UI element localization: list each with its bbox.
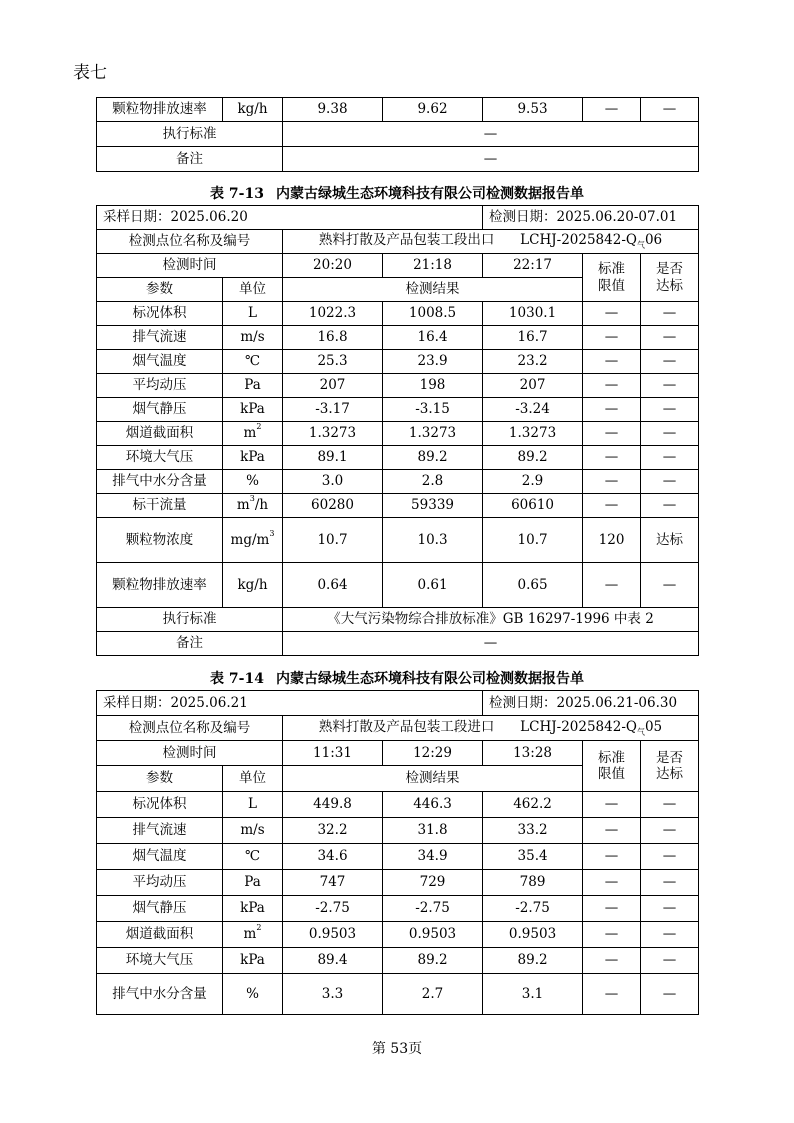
unit-cell <box>223 844 283 870</box>
result-header: 是否达标 <box>641 741 699 792</box>
time-row <box>97 741 699 766</box>
value-cell: 23.2 <box>483 350 583 374</box>
value-cell: 10.7 <box>483 518 583 563</box>
value-cell: 2.9 <box>483 470 583 494</box>
limit-header: 标准限值 <box>583 741 641 792</box>
result-cell: — <box>641 974 699 1015</box>
value-cell: 33.2 <box>483 818 583 844</box>
unit-cell <box>223 974 283 1015</box>
unit-text: m/s <box>240 329 265 346</box>
remark-row <box>97 632 699 656</box>
unit-cell <box>223 446 283 470</box>
table-row <box>97 870 699 896</box>
table-row <box>97 974 699 1015</box>
table-row <box>97 792 699 818</box>
unit-cell <box>223 792 283 818</box>
limit-cell: — <box>583 870 641 896</box>
param-cell: 颗粒物浓度 <box>97 518 223 563</box>
value-cell: 16.7 <box>483 326 583 350</box>
value-cell: 10.3 <box>383 518 483 563</box>
value-cell: 35.4 <box>483 844 583 870</box>
unit-text: m <box>236 497 250 514</box>
value-cell: 1.3273 <box>383 422 483 446</box>
unit-text: Pa <box>244 874 261 891</box>
unit-cell <box>223 494 283 518</box>
time-label: 检测时间 <box>97 741 283 766</box>
result-cell: — <box>641 302 699 326</box>
result-cell: — <box>641 896 699 922</box>
value-cell: 9.62 <box>383 98 483 122</box>
table-caption <box>96 183 698 203</box>
param-cell: 排气中水分含量 <box>97 470 223 494</box>
sample-date: 采样日期：2025.06.21 <box>97 691 483 716</box>
value-cell: 0.9503 <box>383 922 483 948</box>
unit-cell <box>223 470 283 494</box>
results-header: 检测结果 <box>283 766 583 792</box>
value-cell: 462.2 <box>483 792 583 818</box>
remark-value: — <box>283 147 699 172</box>
table-row <box>97 374 699 398</box>
table-row <box>97 98 699 122</box>
result-cell: — <box>641 844 699 870</box>
param-cell: 平均动压 <box>97 374 223 398</box>
limit-cell: 120 <box>583 518 641 563</box>
unit-text: m <box>243 425 257 442</box>
point-code-sub: 气 <box>636 727 645 737</box>
value-cell: 89.4 <box>283 948 383 974</box>
limit-cell: — <box>583 302 641 326</box>
unit-cell <box>223 948 283 974</box>
report-table-7-14 <box>96 690 699 1015</box>
value-cell: -3.15 <box>383 398 483 422</box>
value-cell: -2.75 <box>483 896 583 922</box>
unit-end: /h <box>254 497 269 514</box>
limit-header: 标准限值 <box>583 254 641 302</box>
param-cell: 排气流速 <box>97 818 223 844</box>
result-cell: 达标 <box>641 518 699 563</box>
unit-cell <box>223 518 283 563</box>
value-cell: 1.3273 <box>283 422 383 446</box>
param-cell: 颗粒物排放速率 <box>97 98 223 122</box>
time-cell: 20:20 <box>283 254 383 278</box>
value-cell: 10.7 <box>283 518 383 563</box>
time-cell: 11:31 <box>283 741 383 766</box>
value-cell: 747 <box>283 870 383 896</box>
value-cell: 0.64 <box>283 563 383 608</box>
unit-cell <box>223 422 283 446</box>
unit-sup: 2 <box>256 422 262 432</box>
remark-label: 备注 <box>97 147 283 172</box>
value-cell: 23.9 <box>383 350 483 374</box>
limit-cell: — <box>583 974 641 1015</box>
value-cell: 16.8 <box>283 326 383 350</box>
limit-cell: — <box>583 563 641 608</box>
point-value <box>283 230 699 254</box>
point-label: 检测点位名称及编号 <box>97 230 283 254</box>
standard-label: 执行标准 <box>97 122 283 147</box>
table-row <box>97 518 699 563</box>
value-cell: 0.9503 <box>483 922 583 948</box>
value-cell: 25.3 <box>283 350 383 374</box>
limit-cell: — <box>583 398 641 422</box>
value-cell: 207 <box>283 374 383 398</box>
limit-cell: — <box>583 896 641 922</box>
table-row <box>97 350 699 374</box>
value-cell: -3.24 <box>483 398 583 422</box>
result-cell: — <box>641 374 699 398</box>
limit-cell: — <box>583 350 641 374</box>
unit-cell <box>223 302 283 326</box>
result-cell: — <box>641 98 699 122</box>
unit-cell <box>223 398 283 422</box>
result-cell: — <box>641 922 699 948</box>
param-cell: 平均动压 <box>97 870 223 896</box>
table-row <box>97 948 699 974</box>
unit-text: m <box>243 926 257 943</box>
unit-text: L <box>248 305 257 322</box>
unit-text: ℃ <box>244 848 261 865</box>
param-header: 参数 <box>97 278 223 302</box>
limit-cell: — <box>583 844 641 870</box>
value-cell: 1030.1 <box>483 302 583 326</box>
standard-row <box>97 122 699 147</box>
point-name: 熟料打散及产品包装工段出口 <box>318 232 495 249</box>
unit-text: kg/h <box>237 576 268 593</box>
result-cell: — <box>641 870 699 896</box>
unit-cell <box>223 870 283 896</box>
value-cell: 16.4 <box>383 326 483 350</box>
param-header: 参数 <box>97 766 223 792</box>
value-cell: -2.75 <box>383 896 483 922</box>
date-row <box>97 691 699 716</box>
standard-label: 执行标准 <box>97 608 283 632</box>
point-code-end: 06 <box>644 232 663 249</box>
param-cell: 标况体积 <box>97 302 223 326</box>
unit-cell <box>223 922 283 948</box>
unit-text: kPa <box>240 952 265 969</box>
result-cell: — <box>641 792 699 818</box>
value-cell: 9.53 <box>483 98 583 122</box>
value-cell: 60280 <box>283 494 383 518</box>
unit-cell <box>223 563 283 608</box>
table-row <box>97 302 699 326</box>
unit-text: % <box>246 985 259 1002</box>
unit-sup: 2 <box>256 923 262 933</box>
unit-text: kPa <box>240 900 265 917</box>
param-cell: 烟气温度 <box>97 350 223 374</box>
standard-value: — <box>283 122 699 147</box>
result-header: 是否达标 <box>641 254 699 302</box>
value-cell: 89.2 <box>383 948 483 974</box>
limit-cell: — <box>583 922 641 948</box>
point-name: 熟料打散及产品包装工段进口 <box>318 718 495 735</box>
remark-label: 备注 <box>97 632 283 656</box>
results-header: 检测结果 <box>283 278 583 302</box>
table-row <box>97 398 699 422</box>
value-cell: 198 <box>383 374 483 398</box>
unit-text: kPa <box>240 401 265 418</box>
result-cell: — <box>641 446 699 470</box>
value-cell: 3.1 <box>483 974 583 1015</box>
unit-text: L <box>248 796 257 813</box>
value-cell: 207 <box>483 374 583 398</box>
date-row <box>97 206 699 230</box>
unit-text: % <box>246 473 259 490</box>
limit-cell: — <box>583 326 641 350</box>
result-cell: — <box>641 563 699 608</box>
unit-cell: kg/h <box>223 98 283 122</box>
point-code-sub: 气 <box>636 241 645 251</box>
time-label: 检测时间 <box>97 254 283 278</box>
unit-header: 单位 <box>223 278 283 302</box>
param-cell: 环境大气压 <box>97 446 223 470</box>
limit-cell: — <box>583 792 641 818</box>
test-date: 检测日期：2025.06.20-07.01 <box>483 206 699 230</box>
unit-cell <box>223 374 283 398</box>
caption-number: 表 7-13 <box>210 186 264 202</box>
param-cell: 排气中水分含量 <box>97 974 223 1015</box>
value-cell: 34.9 <box>383 844 483 870</box>
value-cell: 1008.5 <box>383 302 483 326</box>
point-label: 检测点位名称及编号 <box>97 716 283 741</box>
result-cell: — <box>641 948 699 974</box>
sample-date: 采样日期：2025.06.20 <box>97 206 483 230</box>
point-row <box>97 230 699 254</box>
value-cell: 3.3 <box>283 974 383 1015</box>
value-cell: 3.0 <box>283 470 383 494</box>
param-cell: 烟气静压 <box>97 398 223 422</box>
table-caption <box>96 668 698 688</box>
value-cell: 89.2 <box>483 446 583 470</box>
table-row <box>97 470 699 494</box>
value-cell: 31.8 <box>383 818 483 844</box>
value-cell: 446.3 <box>383 792 483 818</box>
param-cell: 烟道截面积 <box>97 922 223 948</box>
caption-number: 表 7-14 <box>210 671 264 687</box>
unit-text: Pa <box>244 377 261 394</box>
param-cell: 标况体积 <box>97 792 223 818</box>
param-cell: 环境大气压 <box>97 948 223 974</box>
value-cell: 32.2 <box>283 818 383 844</box>
time-cell: 22:17 <box>483 254 583 278</box>
param-cell: 排气流速 <box>97 326 223 350</box>
limit-cell: — <box>583 98 641 122</box>
value-cell: 729 <box>383 870 483 896</box>
param-cell: 烟气静压 <box>97 896 223 922</box>
limit-cell: — <box>583 818 641 844</box>
value-cell: 0.61 <box>383 563 483 608</box>
limit-cell: — <box>583 374 641 398</box>
result-cell: — <box>641 326 699 350</box>
test-date: 检测日期：2025.06.21-06.30 <box>483 691 699 716</box>
param-cell: 标干流量 <box>97 494 223 518</box>
value-cell: 9.38 <box>283 98 383 122</box>
unit-sup: 3 <box>269 528 275 538</box>
value-cell: 789 <box>483 870 583 896</box>
unit-text: kPa <box>240 449 265 466</box>
unit-text: ℃ <box>244 353 261 370</box>
time-cell: 13:28 <box>483 741 583 766</box>
param-cell: 烟气温度 <box>97 844 223 870</box>
remark-row <box>97 147 699 172</box>
table-row <box>97 896 699 922</box>
param-cell: 烟道截面积 <box>97 422 223 446</box>
time-cell: 21:18 <box>383 254 483 278</box>
value-cell: 59339 <box>383 494 483 518</box>
value-cell: 1.3273 <box>483 422 583 446</box>
continued-table <box>96 97 699 172</box>
value-cell: 89.2 <box>383 446 483 470</box>
result-cell: — <box>641 350 699 374</box>
value-cell: 2.8 <box>383 470 483 494</box>
caption-title: 内蒙古绿城生态环境科技有限公司检测数据报告单 <box>275 186 584 202</box>
table-row <box>97 326 699 350</box>
time-row <box>97 254 699 278</box>
table-row <box>97 818 699 844</box>
limit-cell: — <box>583 494 641 518</box>
point-value <box>283 716 699 741</box>
caption-title: 内蒙古绿城生态环境科技有限公司检测数据报告单 <box>275 671 584 687</box>
value-cell: 89.1 <box>283 446 383 470</box>
result-cell: — <box>641 494 699 518</box>
result-cell: — <box>641 470 699 494</box>
unit-sup: 3 <box>249 494 255 504</box>
page-number: 第 53页 <box>371 1041 423 1057</box>
limit-cell: — <box>583 446 641 470</box>
limit-cell: — <box>583 422 641 446</box>
point-code: LCHJ-2025842-Q <box>520 232 637 249</box>
value-cell: 89.2 <box>483 948 583 974</box>
unit-cell <box>223 350 283 374</box>
remark-value: — <box>283 632 699 656</box>
unit-cell <box>223 818 283 844</box>
value-cell: 60610 <box>483 494 583 518</box>
report-table-7-13 <box>96 205 699 656</box>
limit-cell: — <box>583 470 641 494</box>
table-row <box>97 494 699 518</box>
value-cell: -2.75 <box>283 896 383 922</box>
result-cell: — <box>641 398 699 422</box>
unit-cell <box>223 896 283 922</box>
point-row <box>97 716 699 741</box>
table-row <box>97 422 699 446</box>
table-row <box>97 446 699 470</box>
page-label: 表七 <box>73 63 107 83</box>
table-row <box>97 563 699 608</box>
standard-value: 《大气污染物综合排放标准》GB 16297-1996 中表 2 <box>283 608 699 632</box>
table-row <box>97 922 699 948</box>
value-cell: 34.6 <box>283 844 383 870</box>
value-cell: -3.17 <box>283 398 383 422</box>
point-code-end: 05 <box>644 718 663 735</box>
value-cell: 0.9503 <box>283 922 383 948</box>
unit-cell <box>223 326 283 350</box>
time-cell: 12:29 <box>383 741 483 766</box>
value-cell: 2.7 <box>383 974 483 1015</box>
unit-text: mg/m <box>230 531 270 548</box>
result-cell: — <box>641 422 699 446</box>
value-cell: 449.8 <box>283 792 383 818</box>
table-row <box>97 844 699 870</box>
value-cell: 1022.3 <box>283 302 383 326</box>
point-code: LCHJ-2025842-Q <box>520 718 637 735</box>
standard-row <box>97 608 699 632</box>
unit-header: 单位 <box>223 766 283 792</box>
value-cell: 0.65 <box>483 563 583 608</box>
unit-text: m/s <box>240 822 265 839</box>
limit-cell: — <box>583 948 641 974</box>
result-cell: — <box>641 818 699 844</box>
param-cell: 颗粒物排放速率 <box>97 563 223 608</box>
